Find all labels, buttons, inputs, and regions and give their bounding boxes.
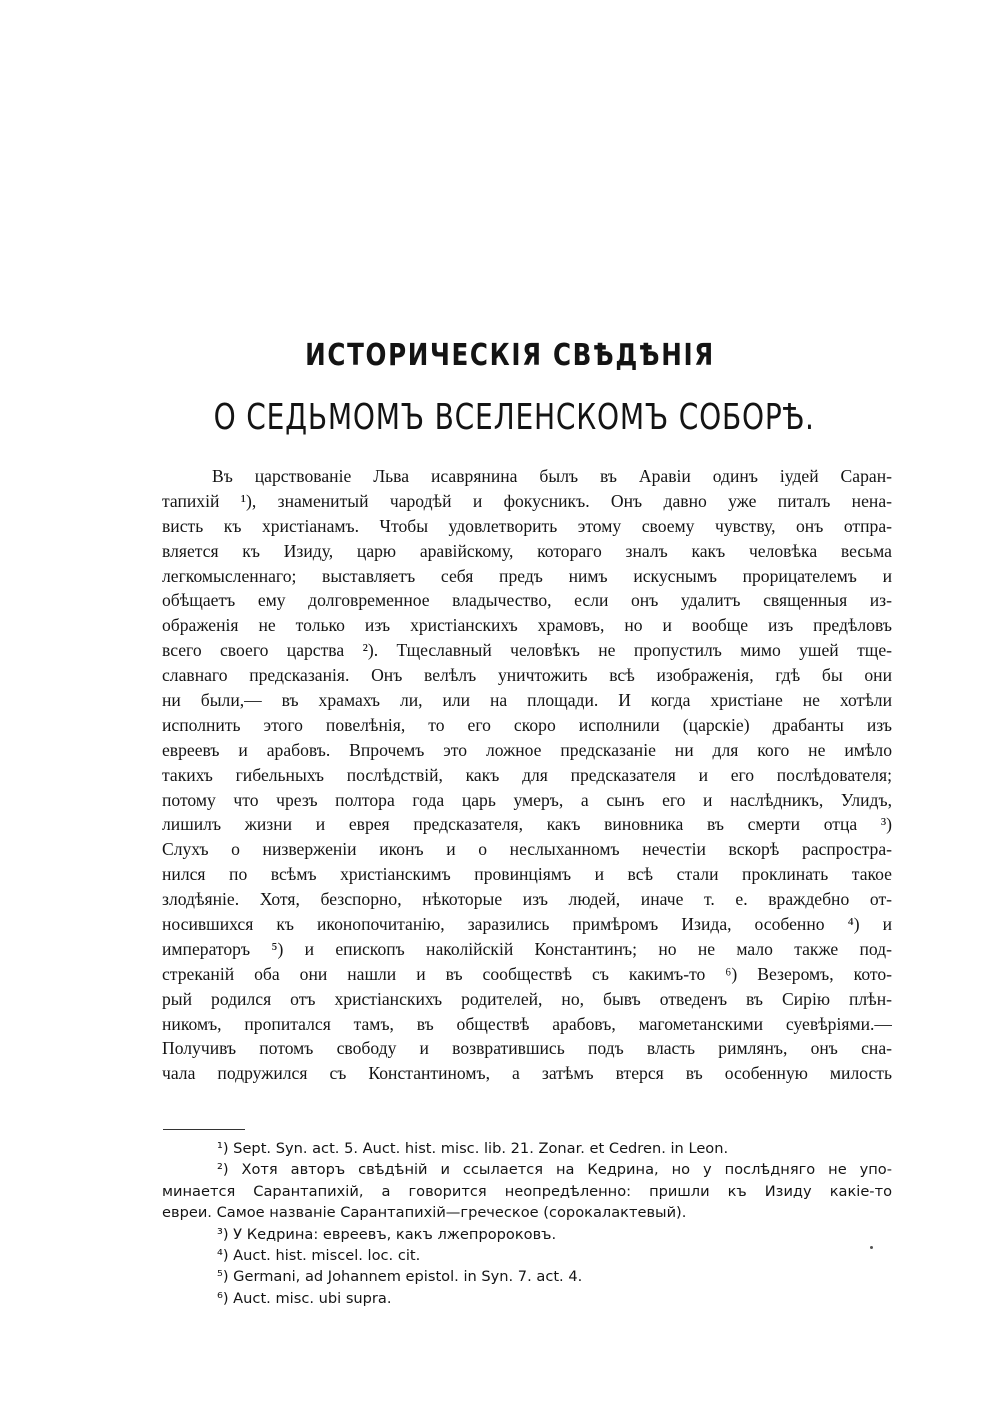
body-line: носившихся къ иконопочитанію, заразились примѣромъ Изида, особенно ⁴) и (162, 914, 892, 935)
body-line: евреевъ и арабовъ. Впрочемъ это ложное предсказаніе ни для кого не имѣло (162, 739, 892, 760)
footnote: ⁶) Auct. misc. ubi supra. (217, 1289, 392, 1307)
footnote: ³) У Кедрина: евреевъ, какъ лжепророковъ. (217, 1225, 557, 1243)
body-line: стреканій оба они нашли и въ сообществѣ съ какимъ-то ⁶) Везеромъ, кото- (162, 963, 892, 984)
body-line: никомъ, пропитался тамъ, въ обществѣ арабовъ, магометанскими суевѣріями.— (162, 1013, 892, 1034)
body-line: рый родился отъ христіанскихъ родителей, но, бывъ отведенъ въ Сирію плѣн- (162, 988, 892, 1009)
footnote: ⁴) Auct. hist. miscel. loc. cit. (217, 1246, 421, 1264)
body-line: исполнить этого повелѣнія, то его скоро исполнили (царскіе) драбанты изъ (162, 714, 892, 735)
body-line: всего своего царства ²). Тщеславный человѣкъ не пропустилъ мимо ушей тще- (162, 640, 892, 661)
footnote: евреи. Самое названіе Сарантапихій—греческое (сорокалактевый). (162, 1204, 687, 1222)
body-line: легкомысленнаго; выставляетъ себя предъ нимъ искуснымъ прорицателемъ и (162, 565, 892, 586)
footnote: ¹) Sept. Syn. act. 5. Auct. hist. misc. lib. 21. Zonar. et Cedren. in Leon. (217, 1140, 729, 1157)
body-line: лишилъ жизни и еврея предсказателя, какъ виновника въ смерти отца ³) (162, 814, 892, 835)
body-line: висть къ христіанамъ. Чтобы удовлетворить этому своему чувству, онъ отпра- (162, 515, 892, 536)
scan-speck (870, 1246, 873, 1249)
body-line: ни были,— въ храмахъ ли, или на площади. И когда христіане не хотѣли (162, 690, 892, 711)
body-line: чала подружился съ Константиномъ, а затѣмъ втерся въ особенную милость (162, 1063, 892, 1084)
footnote: минается Сарантапихій, а говорится неопредѣленно: пришли къ Изиду какіе-то (162, 1182, 892, 1200)
body-line: обѣщаетъ ему долговременное владычество, если онъ удалитъ священныя из- (162, 590, 892, 611)
footnote-divider (163, 1129, 245, 1130)
body-line: Въ царствованіе Льва исаврянина былъ въ Аравіи одинъ іудей Саран- (212, 466, 892, 486)
body-line: тапихій ¹), знаменитый чародѣй и фокусникъ. Онъ давно уже питалъ нена- (162, 490, 892, 511)
footnotes (162, 1138, 892, 1309)
body-line: Получивъ потомъ свободу и возвратившись подъ власть римлянъ, онъ сна- (162, 1038, 892, 1059)
body-line: ображенія не только изъ христіанскихъ храмовъ, но и вообще изъ предѣловъ (162, 615, 892, 636)
body-line: нился по всѣмъ христіанскимъ провинціямъ и всѣ стали проклинать такое (162, 864, 892, 885)
body-line: Слухъ о низверженіи иконъ и о неслыханномъ нечестіи вскорѣ распростра- (162, 839, 892, 860)
title-line-1: ИСТОРИЧЕСКІЯ СВѢДѢНІЯ (305, 338, 715, 373)
body-line: императоръ ⁵) и епископъ наколійскій Константинъ; но не мало также под- (162, 938, 892, 959)
body-line: такихъ гибельныхъ послѣдствій, какъ для предсказателя и его послѣдователя; (162, 764, 892, 785)
body-line: потому что чрезъ полтора года царь умеръ, а сынъ его и наслѣдникъ, Улидъ, (162, 789, 892, 810)
body-line: злодѣяніе. Хотя, безспорно, нѣкоторые изъ людей, иначе т. е. враждебно от- (162, 889, 892, 910)
body-text (162, 464, 892, 1086)
body-line: вляется къ Изиду, царю аравійскому, котораго зналъ какъ человѣка весьма (162, 540, 892, 561)
body-line: славнаго предсказанія. Онъ велѣлъ уничтожить всѣ изображенія, гдѣ бы они (162, 665, 892, 686)
title-line-2: О СЕДЬМОМЪ ВСЕЛЕНСКОМЪ СОБОРѢ. (213, 397, 815, 438)
footnote: ²) Хотя авторъ свѣдѣній и ссылается на Кедрина, но у послѣдняго не упо- (217, 1161, 892, 1179)
footnote: ⁵) Germani, ad Johannem epistol. in Syn. 7. act. 4. (217, 1268, 583, 1286)
